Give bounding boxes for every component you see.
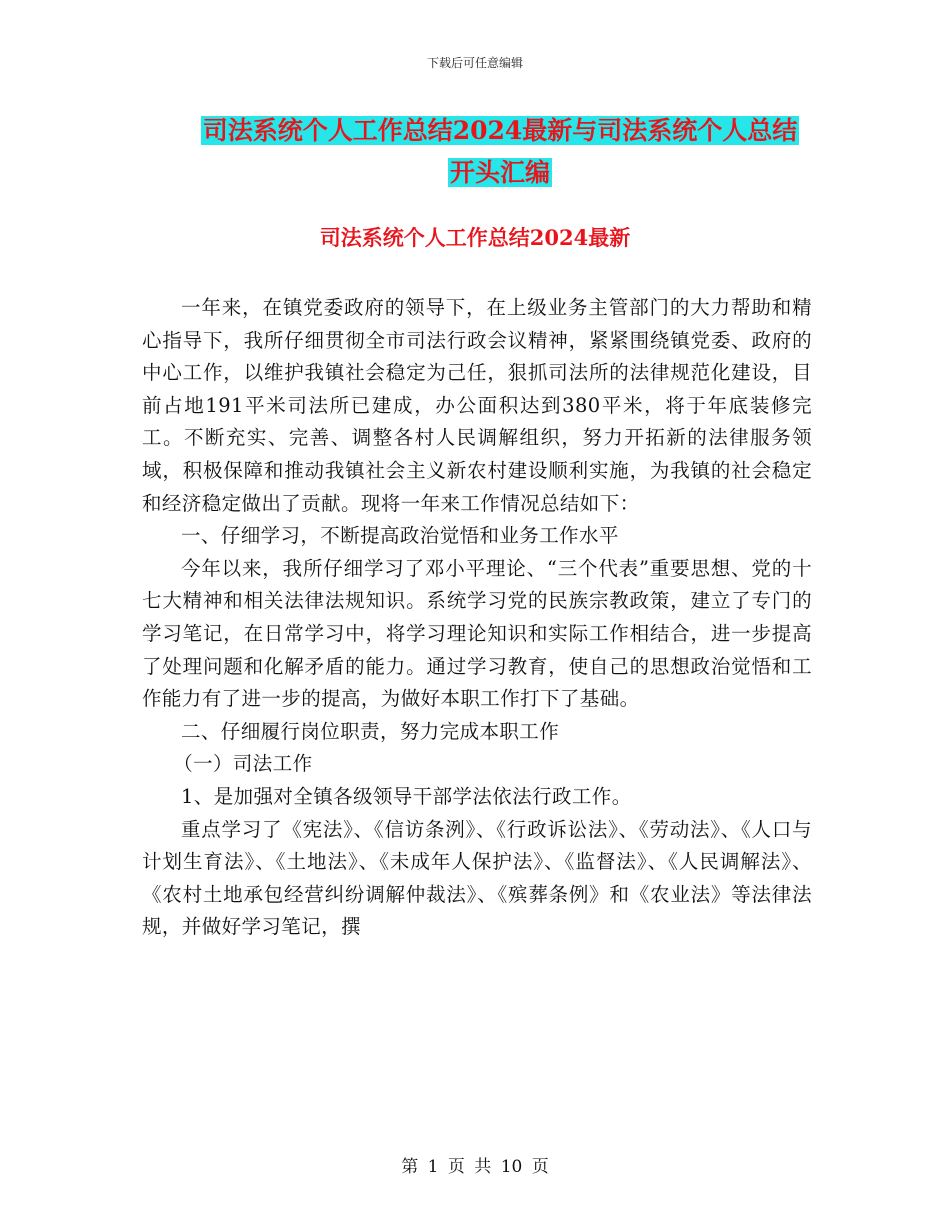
item-1: 1、是加强对全镇各级领导干部学法依法行政工作。: [181, 784, 632, 808]
paragraph-intro: 一年来，在镇党委政府的领导下，在上级业务主管部门的大力帮助和精心指导下，我所仔细贯彻全市司法行政会议精神，紧紧围绕镇党委、政府的中心工作，以维护我镇社会稳定为己任，狠抓司法所的法律规范化建设，目前占地191平米司法所已建成，办公面积达到380平米，将于年底装修完工。不断充实、完善、调整各村人民调解组织，努力开拓新的法律服务领域，积极保障和推动我镇社会主义新农村建设顺利实施，为我镇的社会稳定和经济稳定做出了贡献。现将一年来工作情况总结如下：: [142, 296, 812, 515]
document-title-line2: 开头汇编: [449, 158, 550, 187]
heading-study: 一、仔细学习，不断提高政治觉悟和业务工作水平: [181, 524, 619, 548]
section-title: 司法系统个人工作总结2024最新: [319, 225, 631, 250]
header-note: 下载后可任意编辑: [426, 56, 523, 70]
body-text: [142, 292, 812, 944]
subheading-judicial-work: （一）司法工作: [173, 752, 313, 776]
document-title-line1: 司法系统个人工作总结2024最新与司法系统个人总结: [202, 116, 798, 145]
page-footer: 第 1 页 共 10 页: [401, 1157, 549, 1177]
document-title: [150, 110, 850, 194]
paragraph-laws: 重点学习了《宪法》、《信访条洌》、《行政诉讼法》、《劳动法》、《人口与计划生育法》、《土地法》、《未成年人保护法》、《监督法》、《人民调解法》、《农村土地承包经营纠纷调解仲裁法》、《殡葬条例》和《农业法》等法律法规，并做好学习笔记，撰: [142, 817, 812, 939]
heading-duties: 二、仔细履行岗位职责，努力完成本职工作: [181, 719, 560, 743]
paragraph-study: 今年以来，我所仔细学习了邓小平理论、“三个代表”重要思想、党的十七大精神和相关法律法规知识。系统学习党的民族宗教政策，建立了专门的学习笔记，在日常学习中，将学习理论知识和实际工作相结合，进一步提高了处理问题和化解矛盾的能力。通过学习教育，使自己的思想政治觉悟和工作能力有了进一步的提高，为做好本职工作打下了基础。: [142, 556, 812, 711]
